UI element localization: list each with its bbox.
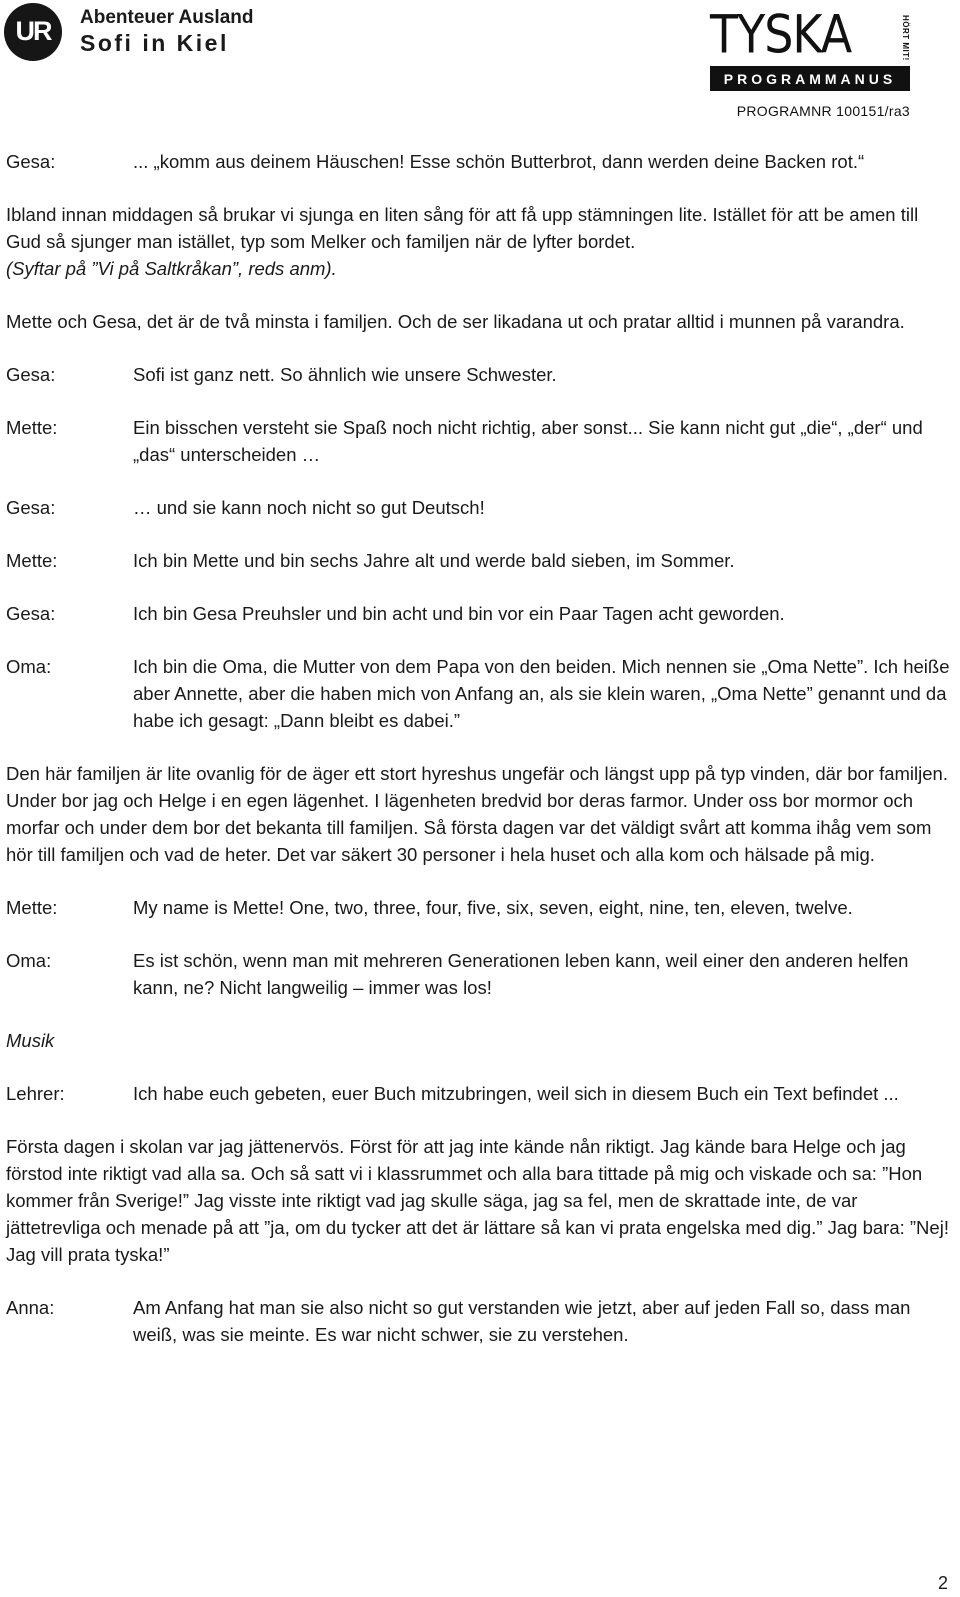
program-number: PROGRAMNR 100151/ra3 <box>736 103 910 119</box>
speaker: Anna: <box>6 1297 55 1318</box>
brand-bar: PROGRAMMANUS <box>710 66 910 91</box>
music-cue: Musik <box>6 1030 55 1051</box>
line-text: Ich bin Mette und bin sechs Jahre alt und werde bald sieben, im Sommer. <box>133 550 735 571</box>
series-title: Abenteuer Ausland <box>80 7 254 28</box>
episode-title: Sofi in Kiel <box>80 30 229 56</box>
dialog-line <box>6 653 951 734</box>
speaker: Mette: <box>6 417 58 438</box>
header-left <box>4 2 254 62</box>
line-text: Ich habe euch gebeten, euer Buch mitzubringen, weil sich in diesem Buch ein Text befindet ... <box>133 1083 899 1104</box>
speaker: Gesa: <box>6 497 56 518</box>
dialog-line <box>6 894 951 921</box>
page-number: 2 <box>937 1573 948 1593</box>
speaker: Oma: <box>6 656 52 677</box>
header-titles <box>80 7 254 57</box>
dialog-line <box>6 1294 951 1348</box>
line-text: Sofi ist ganz nett. So ähnlich wie unsere Schwester. <box>133 364 557 385</box>
manuscript-body <box>6 148 951 1374</box>
narration-paragraph: Mette och Gesa, det är de två minsta i familjen. Och de ser likadana ut och pratar alltid i munnen på varandra. <box>6 311 905 332</box>
paragraph-text: Ibland innan middagen så brukar vi sjunga en liten sång för att få upp stämningen lite. Istället för att be amen till Gud så sjunger man istället, typ som Melker och familjen när de lyfter bordet. <box>6 204 919 252</box>
speaker: Mette: <box>6 897 58 918</box>
speaker: Lehrer: <box>6 1083 65 1104</box>
ur-logo: UR <box>4 3 62 61</box>
speaker: Gesa: <box>6 364 56 385</box>
narration-paragraph <box>6 201 951 282</box>
narration-paragraph: Första dagen i skolan var jag jättenervös. Först för att jag inte kände nån riktigt. Jag kände bara Helge och jag förstod inte riktigt vad alla sa. Och så satt vi i klassrummet och alla bara tittade på mig och viskade och sa: ”Hon kommer från Sverige!” Jag visste inte riktigt vad jag skulle säga, jag sa fel, men de skrattade inte, de var jättetrevliga och menade på att ”ja, om du tycker att det är lättare så kan vi prata engelska med dig.” Jag bara: ”Nej! Jag vill prata tyska!” <box>6 1136 949 1265</box>
line-text: Es ist schön, wenn man mit mehreren Generationen leben kann, weil einer den anderen helfen kann, ne? Nicht langweilig – immer was los! <box>133 950 909 998</box>
dialog-line <box>6 1080 951 1107</box>
dialog-line <box>6 547 951 574</box>
line-text: Ein bisschen versteht sie Spaß noch nicht richtig, aber sonst... Sie kann nicht gut „die“, „der“ und „das“ unterscheiden … <box>133 417 923 465</box>
editor-note: (Syftar på ”Vi på Saltkråkan”, reds anm). <box>6 258 337 279</box>
speaker: Mette: <box>6 550 58 571</box>
speaker: Oma: <box>6 950 52 971</box>
line-text: Am Anfang hat man sie also nicht so gut verstanden wie jetzt, aber auf jeden Fall so, dass man weiß, was sie meinte. Es war nicht schwer, sie zu verstehen. <box>133 1297 911 1345</box>
line-text: Ich bin die Oma, die Mutter von dem Papa von den beiden. Mich nennen sie „Oma Nette”. Ich heiße aber Annette, aber die haben mich von Anfang an, als sie klein waren, „Oma Nette” genannt und da habe ich gesagt: „Dann bleibt es dabei.” <box>133 656 950 731</box>
speaker: Gesa: <box>6 603 56 624</box>
dialog-line <box>6 148 951 175</box>
dialog-line <box>6 600 951 627</box>
line-text: … und sie kann noch nicht so gut Deutsch! <box>133 497 485 518</box>
narration-paragraph: Den här familjen är lite ovanlig för de äger ett stort hyreshus ungefär och längst upp på typ vinden, där bor familjen. Under bor jag och Helge i en egen lägenhet. I lägenheten bredvid bor deras farmor. Under oss bor mormor och morfar och under dem bor det bekanta till familjen. Så första dagen var det väldigt svårt att komma ihåg vem som hör till familjen och vad de heter. Det var säkert 30 personer i hela huset och alla kom och hälsade på mig. <box>6 763 948 865</box>
tyska-logo <box>710 4 910 92</box>
brand-side-text: HÖRT MIT! <box>901 15 910 61</box>
speaker: Gesa: <box>6 151 56 172</box>
dialog-line <box>6 947 951 1001</box>
dialog-line <box>6 414 951 468</box>
line-text: ... „komm aus deinem Häuschen! Esse schön Butterbrot, dann werden deine Backen rot.“ <box>133 151 865 172</box>
line-text: Ich bin Gesa Preuhsler und bin acht und bin vor ein Paar Tagen acht geworden. <box>133 603 785 624</box>
dialog-line <box>6 494 951 521</box>
brand-title: TYSKA <box>710 2 852 65</box>
dialog-line <box>6 361 951 388</box>
line-text: My name is Mette! One, two, three, four, five, six, seven, eight, nine, ten, eleven, twelve. <box>133 897 853 918</box>
